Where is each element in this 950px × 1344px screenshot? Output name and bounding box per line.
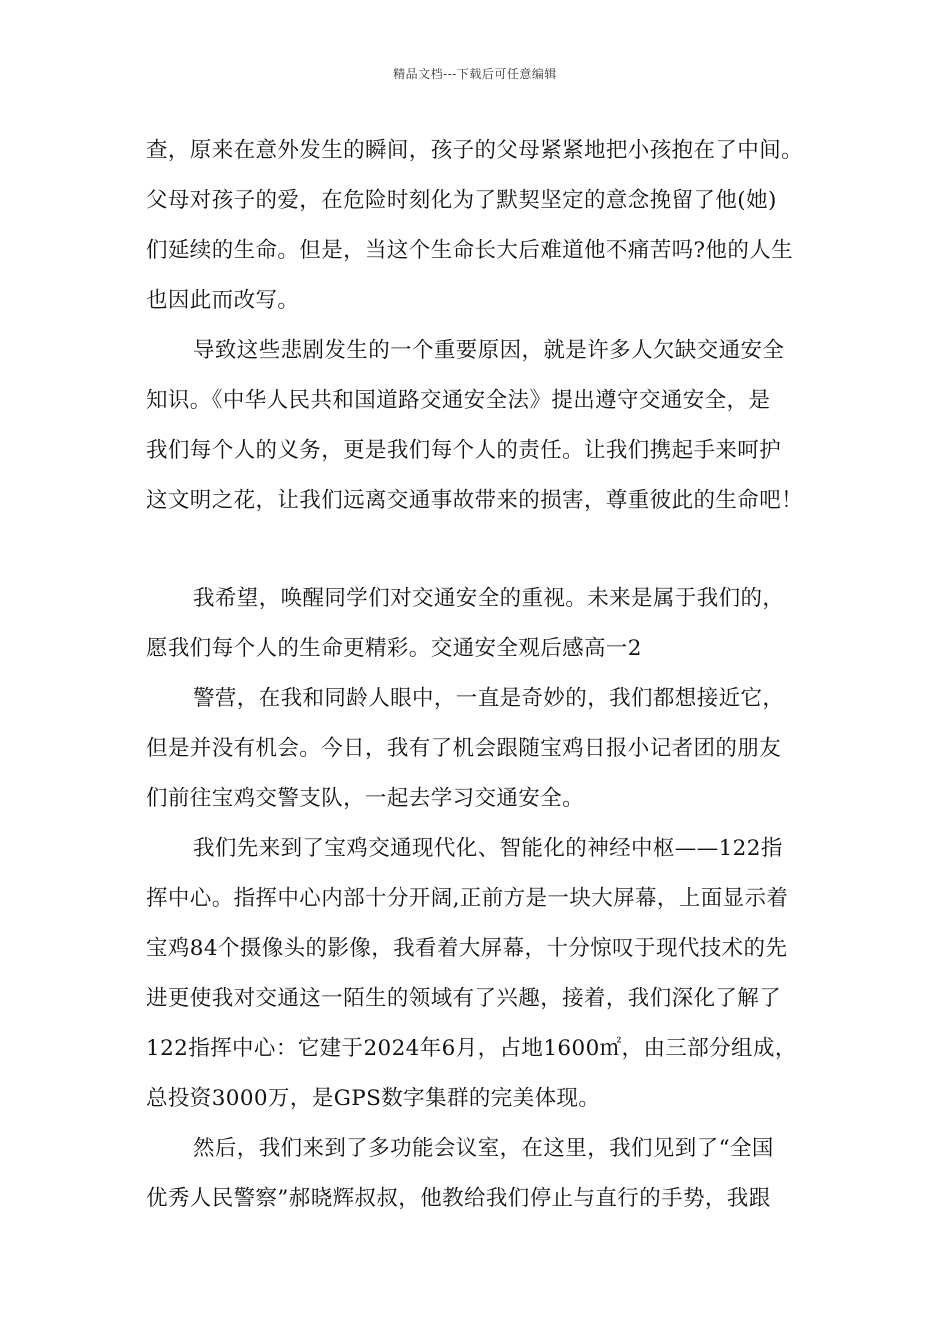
text-line: 进更使我对交通这一陌生的领域有了兴趣，接着，我们深化了解了 [146, 986, 782, 1011]
paragraph-start: 然后，我们来到了多功能会议室，在这里，我们见到了“全国 [193, 1136, 774, 1161]
text-line: 这文明之花，让我们远离交通事故带来的损害，尊重彼此的生命吧！ [146, 488, 804, 513]
paragraph-start: 我希望，唤醒同学们对交通安全的重视。未来是属于我们的， [193, 586, 785, 611]
text-line: 但是并没有机会。今日，我有了机会跟随宝鸡日报小记者团的朋友 [146, 736, 782, 761]
text-line: 122指挥中心：它建于2024年6月，占地1600㎡，由三部分组成， [146, 1036, 797, 1061]
text-line: 我们每个人的义务，更是我们每个人的责任。让我们携起手来呵护 [146, 438, 782, 463]
paragraph-start: 导致这些悲剧发生的一个重要原因，就是许多人欠缺交通安全 [193, 338, 785, 363]
text-line: 总投资3000万，是GPS数字集群的完美体现。 [146, 1086, 601, 1111]
text-line: 也因此而改写。 [146, 288, 300, 313]
text-line: 知识。《中华人民共和国道路交通安全法》提出遵守交通安全，是 [146, 388, 771, 413]
text-line: 优秀人民警察”郝晓辉叔叔，他教给我们停止与直行的手势，我跟 [146, 1186, 771, 1211]
page-header: 精品文档---下载后可任意编辑 [393, 67, 557, 81]
paragraph-start: 我们先来到了宝鸡交通现代化、智能化的神经中枢——122指 [193, 836, 783, 861]
text-line: 们延续的生命。但是，当这个生命长大后难道他不痛苦吗?他的人生 [146, 238, 794, 263]
text-line: 挥中心。指挥中心内部十分开阔,正前方是一块大屏幕，上面显示着 [146, 886, 789, 911]
text-line: 父母对孩子的爱，在危险时刻化为了默契坚定的意念挽留了他(她) [146, 188, 777, 213]
text-line: 查，原来在意外发生的瞬间，孩子的父母紧紧地把小孩抱在了中间。 [146, 138, 804, 163]
paragraph-start: 警营，在我和同龄人眼中，一直是奇妙的，我们都想接近它， [193, 686, 785, 711]
text-line: 们前往宝鸡交警支队，一起去学习交通安全。 [146, 786, 585, 811]
text-line: 愿我们每个人的生命更精彩。交通安全观后感高一2 [146, 636, 642, 661]
text-line: 宝鸡84个摄像头的影像，我看着大屏幕，十分惊叹于现代技术的先 [146, 936, 788, 961]
